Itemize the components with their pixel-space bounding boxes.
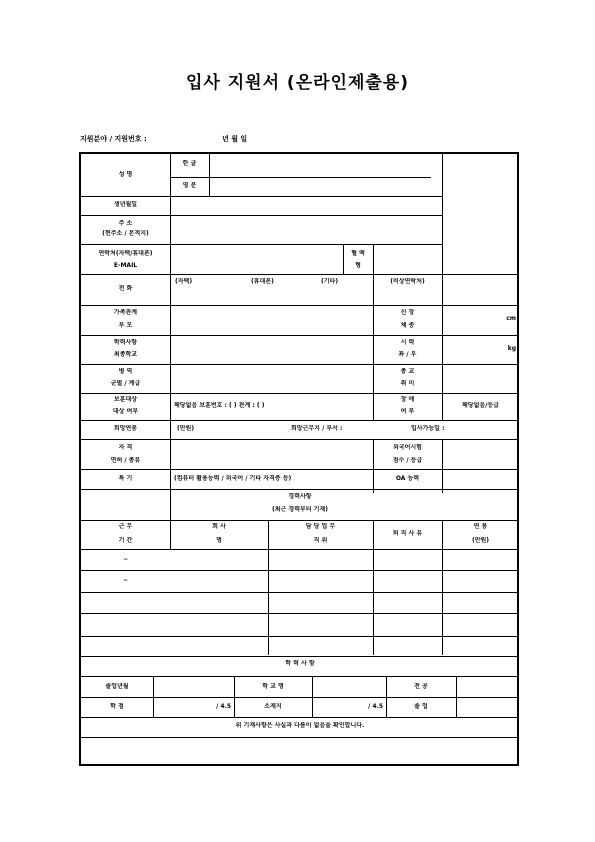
family-sub-label: 부 모: [118, 322, 133, 329]
career-header-salary: 연 봉: [473, 523, 488, 530]
religion-label: 종 교: [400, 368, 415, 375]
phone-label: 전 화: [118, 285, 133, 292]
name-kr-label: 한 글: [182, 160, 197, 167]
blood-sub-label: 형: [355, 262, 361, 269]
career-header-period-sub: 기 간: [118, 537, 133, 544]
height-label: 신 장: [400, 309, 415, 316]
career-header-reason: 퇴 직 사 유: [392, 530, 423, 537]
start-date-label: 입사가능일 :: [411, 425, 445, 432]
document-title: 입사 지원서 (온라인제출용): [185, 73, 410, 93]
education-title: 학 력 사 항: [285, 660, 315, 667]
phone-other: (기타): [321, 278, 339, 285]
gpa-label: 학 점: [110, 703, 124, 710]
career-subtitle: (최근 경력부터 기재): [271, 506, 329, 513]
career-header-duty-sub: 직 위: [313, 537, 328, 544]
major-label: 전 공: [414, 683, 428, 690]
application-field-label: 지원분야 / 지원번호 :: [80, 135, 147, 143]
graduation-label: 졸 업: [414, 703, 428, 710]
name-en-label: 영 문: [182, 182, 197, 189]
application-form-table: [79, 152, 519, 766]
veteran-sub-label: 대상 여부: [112, 408, 139, 415]
license-label: 자 격: [118, 444, 133, 451]
name-label: 성 명: [118, 171, 133, 178]
gpa-scale-2: / 4.5: [368, 703, 383, 710]
phone-emergency: (비상연락처): [390, 278, 425, 285]
language-score-label: 점수 / 등급: [392, 457, 423, 464]
location-label: 소재지: [264, 703, 282, 710]
hobby-label: 취 미: [400, 380, 415, 387]
weight-label: 체 중: [400, 322, 415, 329]
vision-sub-label: 좌 / 우: [398, 351, 417, 358]
phone-mobile: (휴대폰): [251, 278, 274, 285]
career-header-duty: 담 당 업 무: [305, 523, 336, 530]
email-label: E-MAIL: [113, 262, 138, 269]
career-header-company: 회 사: [212, 523, 226, 530]
disability-sub-label: 여 부: [400, 408, 415, 415]
military-label: 병 역: [118, 368, 133, 375]
confirmation-note: 위 기재사항은 사실과 다름이 없음을 확인합니다.: [235, 722, 365, 729]
skill-label: 특 기: [118, 475, 133, 482]
blood-label: 혈 액: [351, 250, 365, 257]
application-date-label: 년 월 일: [222, 135, 248, 143]
phone-home: (자택): [175, 278, 193, 285]
preferred-location-label: 희망근무지 / 부서 :: [291, 425, 343, 432]
career-header-period: 근 무: [118, 523, 133, 530]
vision-label: 시 력: [400, 339, 415, 346]
career-header-company-sub: 명: [216, 537, 222, 544]
education-label: 학력사항: [113, 339, 138, 346]
address-label: 주 소: [118, 220, 133, 227]
language-test-label: 외국어시험: [393, 444, 422, 451]
oa-label: OA 능력: [395, 475, 420, 482]
address-sub-label: (현주소 / 본적지): [102, 230, 149, 237]
disability-label: 장 애: [400, 396, 415, 403]
veteran-label: 보훈대상: [113, 396, 138, 403]
birth-label: 생년월일: [113, 201, 138, 208]
career-header-salary-sub: (만원): [471, 537, 490, 544]
military-sub-label: 군별 / 계급: [110, 380, 141, 387]
veteran-value: 해당없음 보훈번호 : ( ) 관계 : ( ): [174, 402, 265, 409]
weight-unit: kg: [507, 345, 516, 352]
salary-label: 희망연봉: [113, 425, 138, 432]
graduation-date-label: 졸업년월: [105, 683, 129, 690]
school-name-label: 학 교 명: [262, 683, 284, 690]
gpa-scale-1: / 4.5: [216, 703, 231, 710]
career-title: 경력사항: [288, 493, 312, 500]
skill-note: (컴퓨터 활용능력 / 외국어 / 기타 자격증 등): [174, 475, 292, 482]
disability-value: 해당없음/등급: [462, 402, 499, 409]
contact-label: 연락처(자택/휴대폰): [98, 250, 153, 257]
career-row-1-period: ~: [122, 556, 129, 563]
salary-unit: (만원): [177, 425, 195, 432]
education-sub-label: 최종학교: [113, 351, 138, 358]
application-header: [80, 134, 248, 144]
career-row-2-period: ~: [122, 577, 129, 584]
family-label: 가족관계: [113, 309, 138, 316]
height-unit: cm: [506, 315, 516, 322]
license-sub-label: 면허 / 종류: [110, 457, 141, 464]
